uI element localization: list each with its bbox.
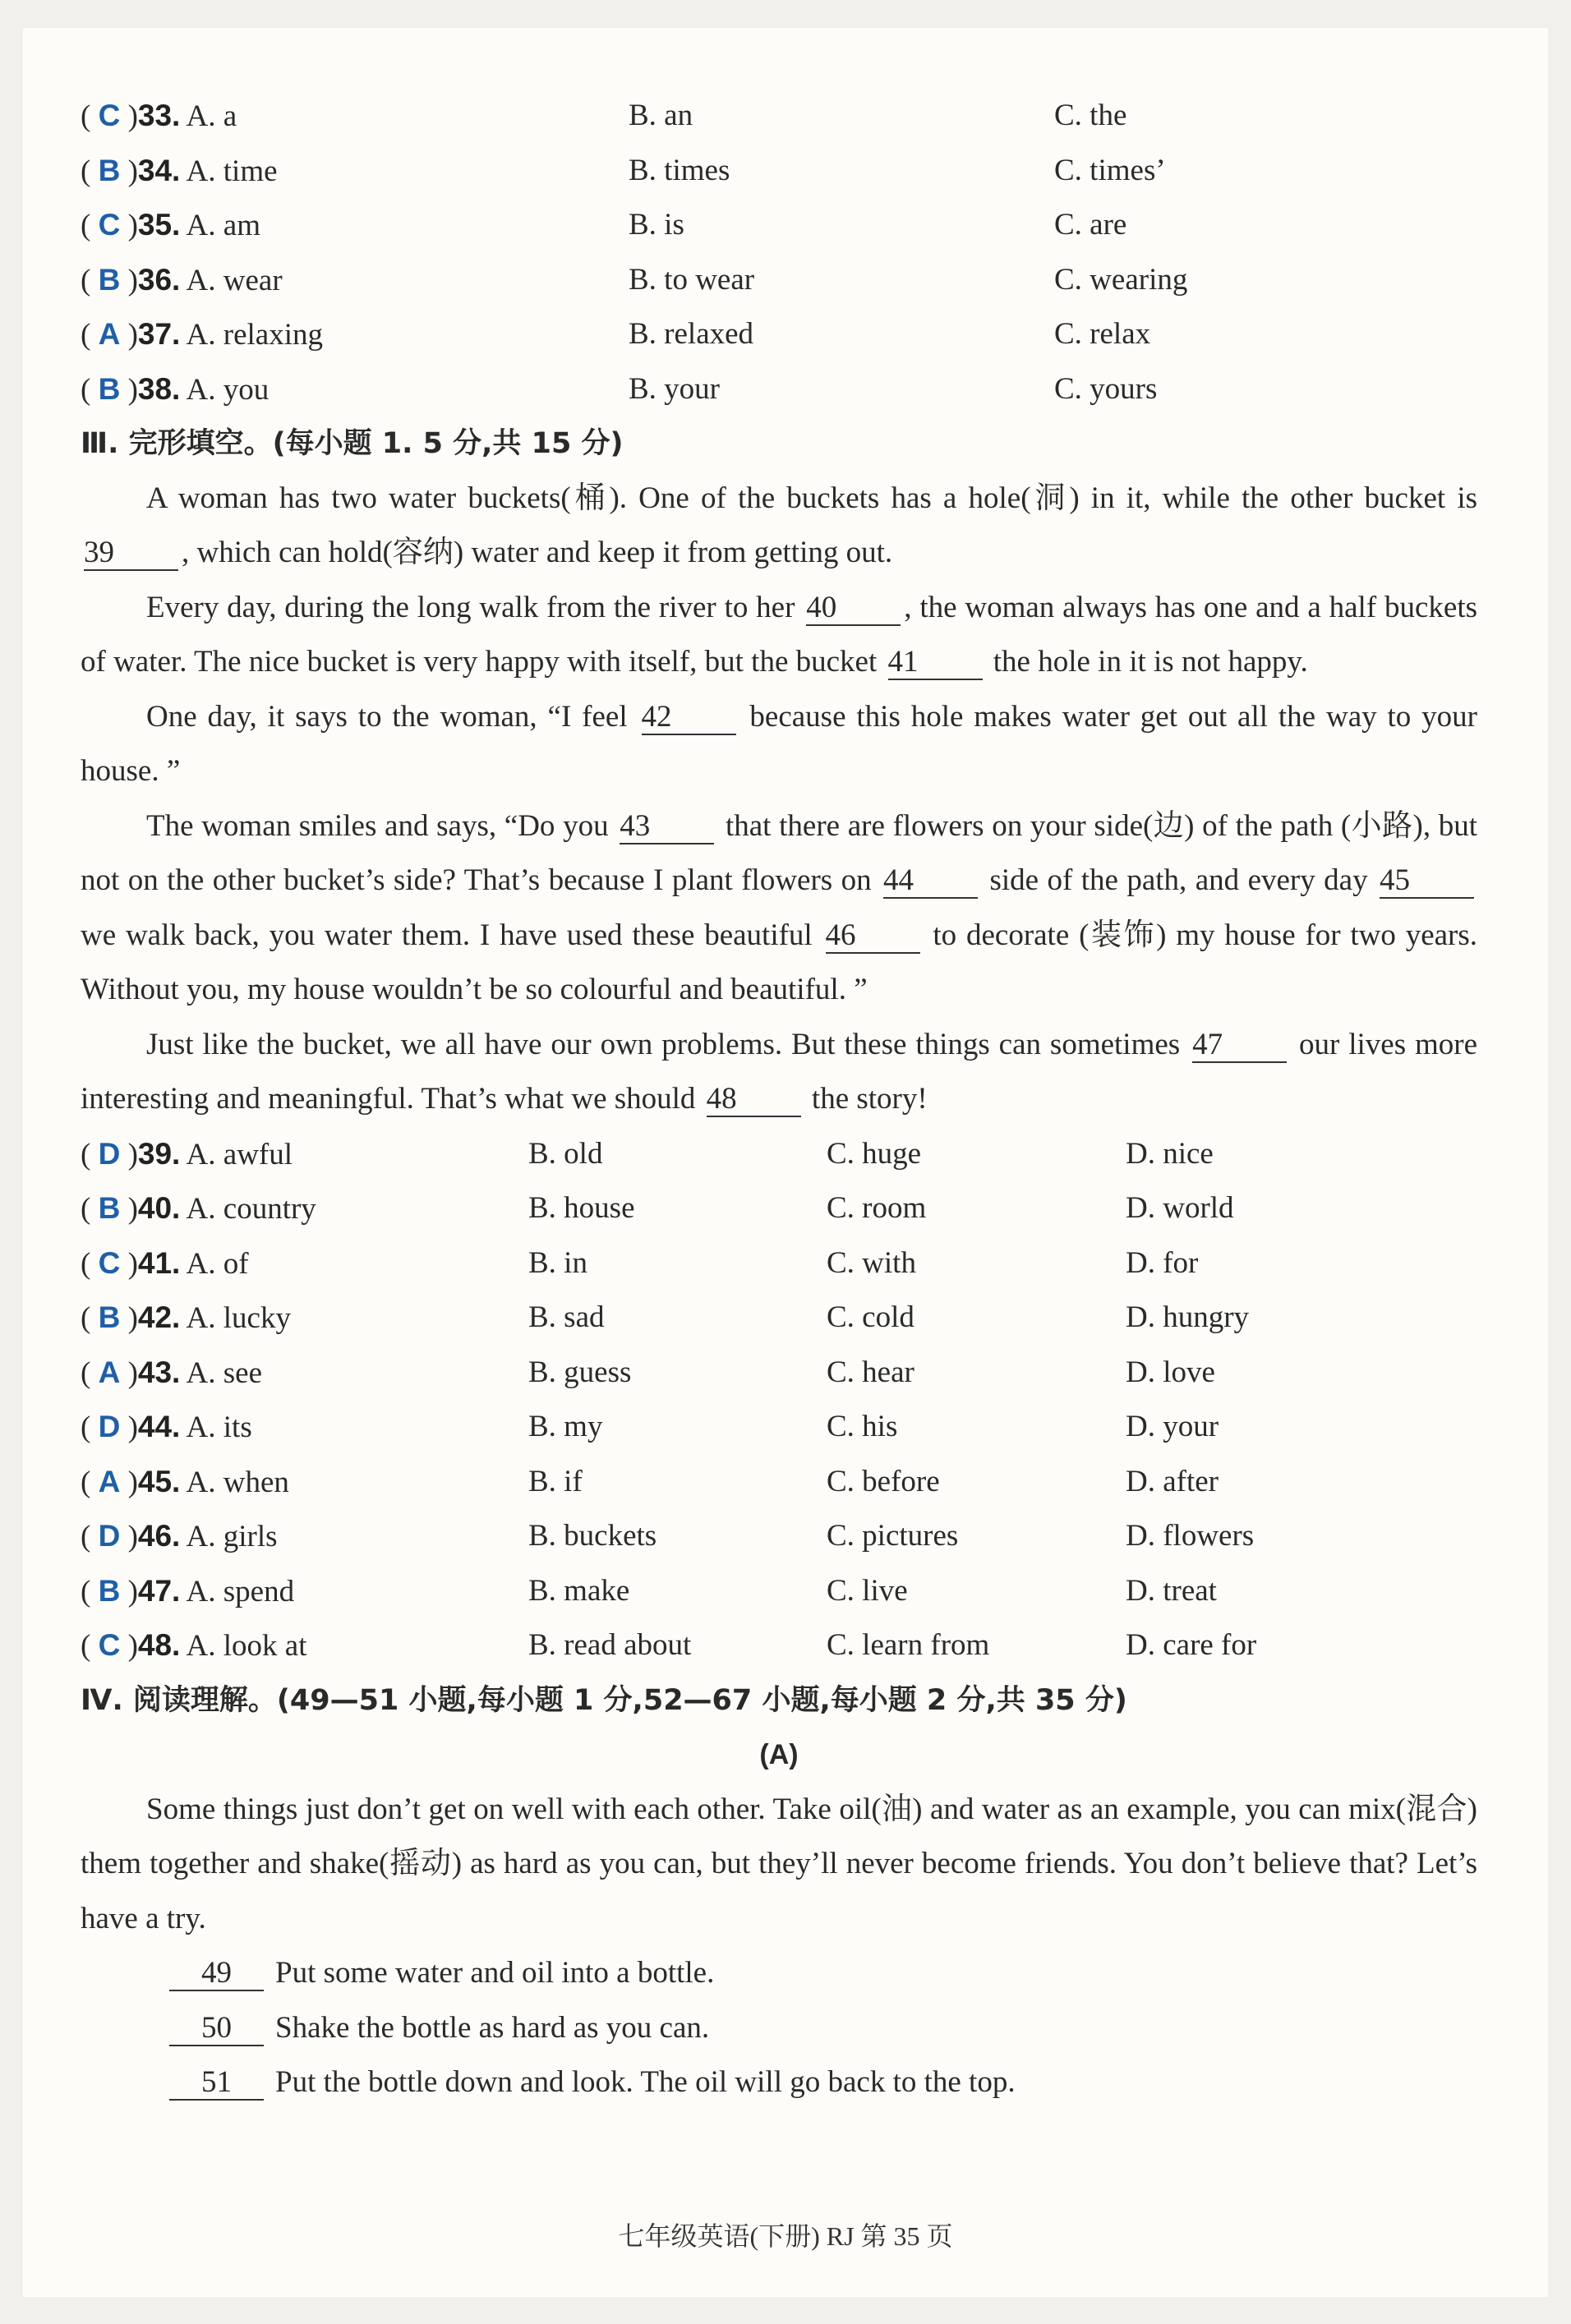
option-c: C. cold <box>827 1300 914 1334</box>
option-d: D. hungry <box>1126 1300 1250 1334</box>
answer-letter: D <box>98 1136 121 1171</box>
option-c: C. before <box>827 1464 940 1498</box>
blank-44: 44 <box>883 864 978 899</box>
option-d: D. for <box>1126 1245 1199 1280</box>
question-number: 40. <box>137 1191 181 1225</box>
answer-letter: B <box>98 1191 121 1225</box>
answer-letter: B <box>98 1300 121 1334</box>
question-number: 48. <box>137 1628 181 1662</box>
option-a: A. spend <box>186 1574 295 1608</box>
answer-letter: C <box>98 1628 121 1662</box>
mc-list-39-48 <box>81 1127 1477 1673</box>
option-a: A. of <box>186 1246 249 1281</box>
mc-item-35: ( C )35. A. am B. is C. are <box>81 198 1477 253</box>
reading-step: 51 Put the bottle down and look. The oil will go back to the top. <box>81 2055 1477 2110</box>
answer-letter: A <box>98 1464 121 1498</box>
option-b: B. to wear <box>629 262 755 297</box>
mc-list-33-38 <box>81 89 1477 416</box>
mc-item-34: ( B )34. A. time B. times C. times’ <box>81 144 1477 199</box>
section-3-heading: Ⅲ. 完形填空。(每小题 1. 5 分,共 15 分) <box>81 427 624 460</box>
option-c: C. the <box>1054 99 1127 132</box>
option-a: A. awful <box>186 1137 293 1171</box>
option-a: A. when <box>186 1465 289 1499</box>
option-b: B. old <box>528 1136 603 1171</box>
mc-item-38: ( B )38. A. you B. your C. yours <box>81 362 1477 417</box>
option-d: D. your <box>1126 1410 1219 1443</box>
mc-item-45: ( A )45. A. when B. if C. before D. after <box>81 1455 1477 1510</box>
option-b: B. is <box>629 208 684 242</box>
option-c: C. relax <box>1054 317 1151 351</box>
question-number: 36. <box>137 262 181 297</box>
option-d: D. world <box>1126 1191 1234 1225</box>
blank-39: 39 <box>84 536 178 571</box>
option-d: D. flowers <box>1126 1519 1255 1553</box>
option-a: A. relaxing <box>186 318 323 352</box>
blank-45: 45 <box>1380 864 1474 899</box>
answer-letter: B <box>98 262 121 297</box>
answer-letter: A <box>98 1355 121 1389</box>
option-a: A. wear <box>186 263 283 297</box>
option-a: A. see <box>186 1355 263 1390</box>
blank-51: 51 <box>169 2066 264 2101</box>
passage-a-title: (A) <box>759 1739 799 1770</box>
question-number: 45. <box>137 1464 181 1498</box>
cloze-passage <box>81 472 1477 1127</box>
cloze-paragraph-1: A woman has two water buckets(桶). One of the buckets has a hole(洞) in it, while the other bucket is 39 , which can hold(容纳) water and keep it from getting out. <box>84 481 1477 569</box>
cloze-paragraph-2: Every day, during the long walk from the river to her 40 , the woman always has one and a half buckets of water. The nice bucket is very happy with itself, but the bucket 41 the hole in it is not happy. <box>81 590 1477 679</box>
answer-letter: B <box>98 371 121 406</box>
question-number: 39. <box>137 1136 181 1171</box>
question-number: 46. <box>137 1519 181 1553</box>
cloze-paragraph-5: Just like the bucket, we all have our own problems. But these things can sometimes 47 our lives more interesting and meaningful. That’s what we should 48 the story! <box>81 1027 1478 1116</box>
option-b: B. my <box>528 1410 603 1443</box>
mc-item-43: ( A )43. A. see B. guess C. hear D. love <box>81 1346 1477 1401</box>
option-b: B. guess <box>528 1355 632 1389</box>
option-c: C. hear <box>827 1355 914 1389</box>
mc-item-44: ( D )44. A. its B. my C. his D. your <box>81 1400 1477 1455</box>
option-b: B. if <box>528 1464 583 1498</box>
mc-item-41: ( C )41. A. of B. in C. with D. for <box>81 1236 1477 1291</box>
question-number: 44. <box>137 1410 181 1443</box>
option-b: B. times <box>629 153 730 187</box>
option-a: A. girls <box>186 1520 278 1553</box>
blank-41: 41 <box>888 646 983 680</box>
mc-item-33: ( C )33. A. a B. an C. the <box>81 89 1477 144</box>
question-number: 38. <box>137 371 181 406</box>
option-d: D. care for <box>1126 1628 1257 1662</box>
option-a: A. am <box>186 209 260 242</box>
option-c: C. huge <box>827 1136 922 1171</box>
option-d: D. nice <box>1126 1136 1214 1171</box>
worksheet-content <box>81 89 1477 2110</box>
option-c: C. pictures <box>827 1519 959 1553</box>
answer-letter: C <box>98 99 121 132</box>
mc-item-42: ( B )42. A. lucky B. sad C. cold D. hungry <box>81 1291 1477 1346</box>
answer-letter: A <box>98 317 121 351</box>
question-number: 42. <box>137 1300 181 1334</box>
page-footer: 七年级英语(下册) RJ 第 35 页 <box>618 2221 953 2251</box>
blank-50: 50 <box>169 2012 264 2046</box>
question-number: 41. <box>137 1245 181 1280</box>
mc-item-48: ( C )48. A. look at B. read about C. learn from D. care for <box>81 1618 1477 1673</box>
option-d: D. treat <box>1126 1573 1217 1608</box>
answer-letter: D <box>98 1410 121 1443</box>
mc-item-39: ( D )39. A. awful B. old C. huge D. nice <box>81 1127 1477 1182</box>
blank-40: 40 <box>806 591 901 626</box>
option-d: D. love <box>1126 1355 1215 1389</box>
option-a: A. time <box>186 154 278 188</box>
option-b: B. house <box>528 1191 635 1225</box>
question-number: 35. <box>137 208 181 242</box>
option-c: C. times’ <box>1054 153 1166 187</box>
answer-letter: B <box>98 1573 121 1608</box>
blank-43: 43 <box>620 810 714 844</box>
mc-item-36: ( B )36. A. wear B. to wear C. wearing <box>81 253 1477 308</box>
answer-letter: B <box>98 153 121 187</box>
question-number: 43. <box>137 1355 181 1389</box>
answer-letter: C <box>98 208 121 242</box>
question-number: 33. <box>137 99 181 132</box>
mc-item-40: ( B )40. A. country B. house C. room D. world <box>81 1181 1477 1236</box>
option-c: C. are <box>1054 208 1127 242</box>
question-number: 47. <box>137 1573 181 1608</box>
option-b: B. buckets <box>528 1519 657 1553</box>
option-b: B. sad <box>528 1300 605 1334</box>
mc-item-37: ( A )37. A. relaxing B. relaxed C. relax <box>81 307 1477 362</box>
option-d: D. after <box>1126 1464 1219 1498</box>
cloze-paragraph-4: The woman smiles and says, “Do you 43 that there are flowers on your side(边) of the path (小路), but not on the other bucket’s side? That’s because I plant flowers on 44 side of the path, and every day 45 we walk back, you water them. I have used these beautiful 46 to decorate (装饰) my house for two years. Without you, my house wouldn’t be so colourful and beautiful. ” <box>81 808 1478 1006</box>
option-c: C. room <box>827 1191 927 1225</box>
reading-step: 49 Put some water and oil into a bottle. <box>81 1946 1477 2001</box>
answer-letter: C <box>98 1245 121 1280</box>
mc-item-47: ( B )47. A. spend B. make C. live D. treat <box>81 1564 1477 1619</box>
option-c: C. live <box>827 1573 908 1608</box>
option-b: B. relaxed <box>629 317 754 351</box>
option-c: C. wearing <box>1054 262 1188 297</box>
option-c: C. yours <box>1054 371 1158 406</box>
blank-46: 46 <box>826 919 920 954</box>
option-b: B. an <box>629 99 693 132</box>
option-a: A. country <box>186 1192 316 1226</box>
mc-item-46: ( D )46. A. girls B. buckets C. pictures D. flowers <box>81 1509 1477 1564</box>
reading-step: 50 Shake the bottle as hard as you can. <box>81 2001 1477 2056</box>
option-c: C. his <box>827 1410 898 1443</box>
blank-42: 42 <box>642 701 736 735</box>
cloze-paragraph-3: One day, it says to the woman, “I feel 42 because this hole makes water get out all the way to your house. ” <box>81 699 1477 788</box>
option-c: C. with <box>827 1245 916 1280</box>
option-b: B. your <box>629 371 720 406</box>
option-b: B. in <box>528 1245 587 1280</box>
option-a: A. lucky <box>186 1301 291 1335</box>
option-a: A. its <box>186 1411 252 1444</box>
blank-47: 47 <box>1192 1029 1287 1063</box>
question-number: 37. <box>137 317 181 351</box>
option-a: A. look at <box>186 1629 307 1663</box>
section-4-heading: Ⅳ. 阅读理解。(49—51 小题,每小题 1 分,52—67 小题,每小题 2 分,共 35 分) <box>81 1683 1127 1717</box>
blank-49: 49 <box>169 1957 264 1991</box>
option-b: B. read about <box>528 1628 692 1662</box>
option-a: A. you <box>186 372 270 407</box>
blank-48: 48 <box>707 1083 801 1117</box>
option-b: B. make <box>528 1573 630 1608</box>
question-number: 34. <box>137 153 181 187</box>
option-a: A. a <box>186 99 237 133</box>
option-c: C. learn from <box>827 1628 990 1662</box>
answer-letter: D <box>98 1519 121 1553</box>
reading-intro: Some things just don’t get on well with each other. Take oil(油) and water as an example, you can mix(混合) them together and shake(摇动) as hard as you can, but they’ll never become friends. You don’t believe that? Let’s have a try. <box>81 1792 1477 1935</box>
